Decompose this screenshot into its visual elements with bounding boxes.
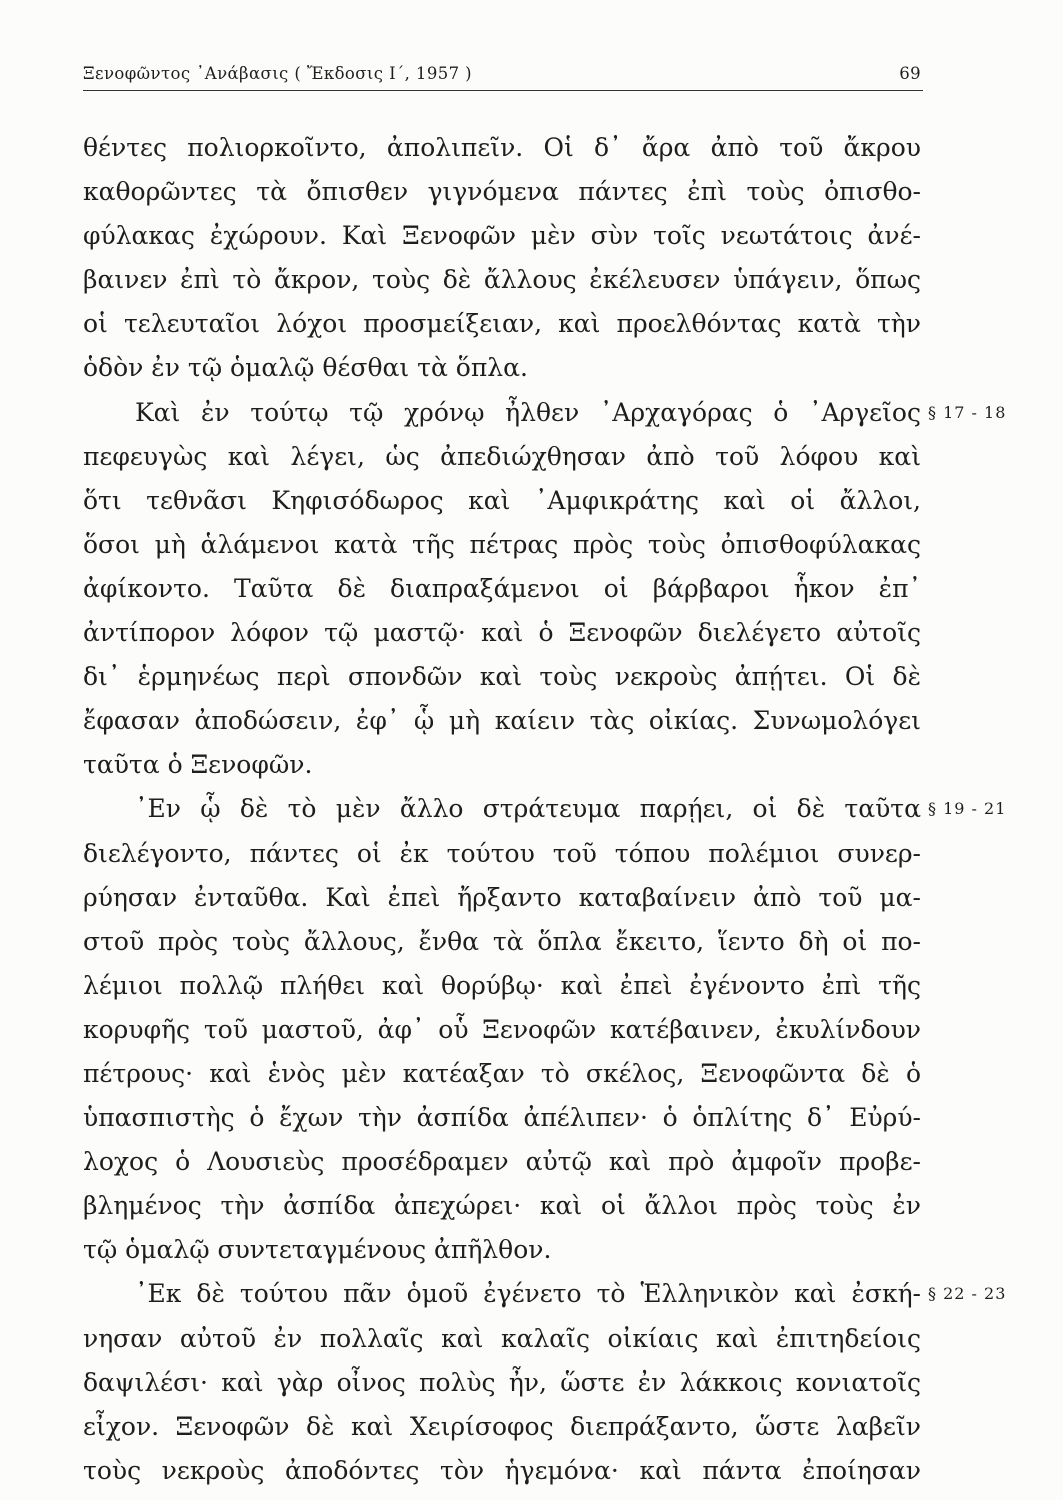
text-line: δαψιλέσι· καὶ γὰρ οἶνος πολὺς ἦν, ὥστε ἐν λάκκοις κονιατοῖς [83,1367,921,1397]
text-line: στοῦ πρὸς τοὺς ἄλλους, ἔνθα τὰ ὅπλα ἔκειτο, ἵεντο δὴ οἱ πο- [83,926,921,956]
text-line: πέτρους· καὶ ἑνὸς μὲν κατέαξαν τὸ σκέλος, Ξενοφῶντα δὲ ὁ [83,1058,921,1088]
text-line: ὅσοι μὴ ἁλάμενοι κατὰ τῆς πέτρας πρὸς τοὺς ὀπισθοφύλακας [83,529,921,559]
text-line: διελέγοντο, πάντες οἱ ἐκ τούτου τοῦ τόπου πολέμιοι συνερ- [83,838,921,868]
text-line: εἶχον. Ξενοφῶν δὲ καὶ Χειρίσοφος διεπράξαντο, ὥστε λαβεῖν [83,1411,921,1441]
margin-note: § 19 - 21 [928,799,1007,819]
text-line: ᾿Εν ᾧ δὲ τὸ μὲν ἄλλο στράτευμα παρῄει, οἱ δὲ ταῦτα [135,794,921,824]
text-line: καθορῶντες τὰ ὄπισθεν γιγνόμενα πάντες ἐπὶ τοὺς ὀπισθο- [83,177,921,207]
text-line: τῷ ὁμαλῷ συντεταγμένους ἀπῆλθον. [83,1235,552,1265]
text-body [83,126,1007,1493]
text-line-with-note [83,391,1007,435]
text-line: λέμιοι πολλῷ πλήθει καὶ θορύβῳ· καὶ ἐπεὶ ἐγένοντο ἐπὶ τῆς [83,970,921,1000]
text-line: θέντες πολιορκοῖντο, ἀπολιπεῖν. Οἱ δ᾿ ἄρα ἀπὸ τοῦ ἄκρου [83,133,921,162]
text-line: πεφευγὼς καὶ λέγει, ὡς ἀπεδιώχθησαν ἀπὸ τοῦ λόφου καὶ [83,441,921,471]
text-line: ρύησαν ἐνταῦθα. Καὶ ἐπεὶ ἤρξαντο καταβαίνειν ἀπὸ τοῦ μα- [83,882,921,912]
text-line: ὅτι τεθνᾶσι Κηφισόδωρος καὶ ᾿Αμφικράτης καὶ οἱ ἄλλοι, [83,485,921,515]
text-line: ἔφασαν ἀποδώσειν, ἐφ᾿ ᾧ μὴ καίειν τὰς οἰκίας. Συνωμολόγει [83,706,921,736]
margin-note: § 22 - 23 [928,1284,1007,1304]
text-line: ἀντίπορον λόφον τῷ μαστῷ· καὶ ὁ Ξενοφῶν διελέγετο αὐτοῖς [83,618,921,648]
text-line: λοχος ὁ Λουσιεὺς προσέδραμεν αὐτῷ καὶ πρὸ ἀμφοῖν προβε- [83,1147,921,1177]
text-line: ὑπασπιστὴς ὁ ἔχων τὴν ἀσπίδα ἀπέλιπεν· ὁ ὁπλίτης δ᾿ Εὐρύ- [83,1103,921,1133]
text-line: δι᾿ ἑρμηνέως περὶ σπονδῶν καὶ τοὺς νεκροὺς ἀπῄτει. Οἱ δὲ [83,662,921,692]
text-line: Καὶ ἐν τούτῳ τῷ χρόνῳ ἦλθεν ᾿Αρχαγόρας ὁ ᾿Αργεῖος [135,397,921,427]
text-line: ὁδὸν ἐν τῷ ὁμαλῷ θέσθαι τὰ ὅπλα. [83,353,528,383]
page-number: 69 [899,64,921,83]
text-line-with-note [83,787,1007,831]
text-line: οἱ τελευταῖοι λόχοι προσμείξειαν, καὶ προελθόντας κατὰ τὴν [83,309,921,339]
text-line: φύλακας ἐχώρουν. Καὶ Ξενοφῶν μὲν σὺν τοῖς νεωτάτοις ἀνέ- [83,221,921,251]
text-line: κορυφῆς τοῦ μαστοῦ, ἀφ᾿ οὗ Ξενοφῶν κατέβαινεν, ἐκυλίνδουν [83,1014,921,1044]
text-line: νησαν αὐτοῦ ἐν πολλαῖς καὶ καλαῖς οἰκίαις καὶ ἐπιτηδείοις [83,1323,921,1353]
text-line: βαινεν ἐπὶ τὸ ἄκρον, τοὺς δὲ ἄλλους ἐκέλευσεν ὑπάγειν, ὅπως [83,265,921,295]
margin-note: § 17 - 18 [928,402,1007,422]
text-line-with-note [83,1272,1007,1316]
text-line: βλημένος τὴν ἀσπίδα ἀπεχώρει· καὶ οἱ ἄλλοι πρὸς τοὺς ἐν [83,1191,921,1221]
text-line: ᾿Εκ δὲ τούτου πᾶν ὁμοῦ ἐγένετο τὸ Ἑλληνικὸν καὶ ἐσκή- [135,1279,921,1309]
text-line: ταῦτα ὁ Ξενοφῶν. [83,750,313,780]
running-title: Ξενοφῶντος ᾿Ανάβασις ( Ἔκδοσις Ι΄, 1957 ) [83,64,472,83]
text-line: ἀφίκοντο. Ταῦτα δὲ διαπραξάμενοι οἱ βάρβαροι ἧκον ἐπ᾿ [83,573,921,603]
text-line: τοὺς νεκροὺς ἀποδόντες τὸν ἡγεμόνα· καὶ πάντα ἐποίησαν [83,1455,921,1485]
running-header [83,62,923,91]
